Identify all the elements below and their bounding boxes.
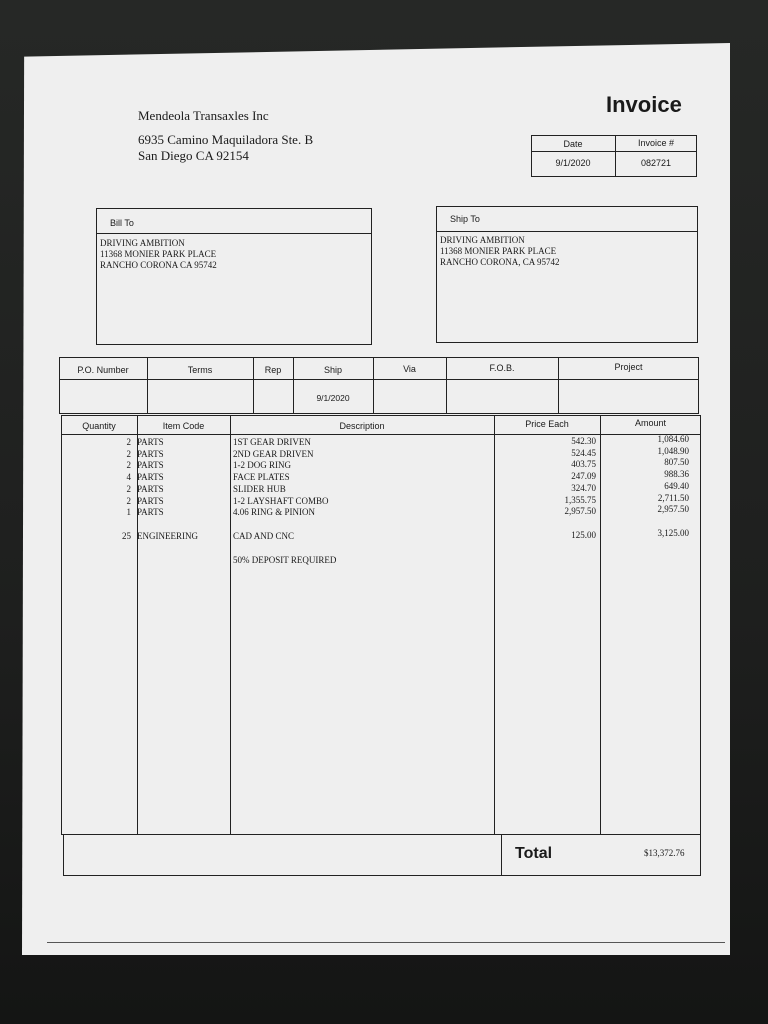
total-label: Total [515,845,553,862]
amount-header: Amount [634,418,667,428]
description-cell: FACE PLATES [233,472,290,483]
amount-column [600,434,689,540]
invoice-number: 082721 [640,158,672,168]
price-each-column [494,436,596,542]
bill-to-line: 11368 MONIER PARK PLACE [100,249,217,259]
price-each-cell: 542.30 [571,436,596,446]
divider [436,231,698,232]
quantity-cell: 25 [122,530,131,541]
divider [501,834,502,876]
item-code-column [137,437,230,543]
ship-to-line: DRIVING AMBITION [440,235,525,245]
quantity-header: Quantity [82,421,116,431]
company-address-line2: San Diego CA 92154 [138,148,249,163]
ship-date-value: 9/1/2020 [316,393,350,403]
price-each-cell: 247.09 [571,471,596,482]
date-label: Date [563,139,583,149]
bill-to-box [96,208,372,345]
price-each-header: Price Each [525,419,569,429]
quantity-cell: 2 [126,483,131,494]
total-value: $13,372.76 [644,848,685,858]
price-each-cell: 1,355.75 [564,494,596,505]
ship-to-line: RANCHO CORONA, CA 95742 [440,257,560,267]
quantity-cell: 2 [126,460,131,471]
total-box [63,834,701,876]
amount-cell: 1,084.60 [657,434,689,444]
ship-to-line: 11368 MONIER PARK PLACE [440,246,557,256]
ship-header: Ship [323,365,342,375]
price-each-cell: 403.75 [571,459,596,470]
quantity-column [61,437,131,543]
divider [531,151,697,152]
quantity-cell: 1 [126,507,131,518]
amount-cell: 988.36 [664,469,689,480]
description-cell: 1-2 LAYSHAFT COMBO [233,495,329,506]
divider [59,379,699,380]
description-cell: 1ST GEAR DRIVEN [233,437,311,447]
description-cell: CAD AND CNC [233,530,295,541]
description-cell: SLIDER HUB [233,483,286,494]
bill-to-line: RANCHO CORONA CA 95742 [100,260,217,270]
item-code-cell: PARTS [137,460,164,471]
terms-header: Terms [187,365,213,375]
description-cell: 4.06 RING & PINION [233,507,315,518]
quantity-cell: 2 [126,437,131,447]
item-code-cell: ENGINEERING [137,530,198,541]
item-code-cell: PARTS [137,483,164,494]
amount-cell: 807.50 [664,457,689,468]
bill-to-label: Bill To [110,218,134,228]
amount-cell: 1,048.90 [657,445,689,456]
ship-to-label: Ship To [450,214,480,224]
amount-cell: 649.40 [664,480,689,491]
po-number-header: P.O. Number [77,365,129,375]
price-each-cell: 324.70 [571,482,596,493]
via-header: Via [403,364,416,374]
bill-to-address [100,238,217,271]
price-each-cell: 125.00 [571,529,596,540]
item-code-header: Item Code [162,421,205,431]
description-header: Description [339,421,385,431]
amount-cell: 2,957.50 [657,504,689,515]
document-title: Invoice [606,92,682,117]
price-each-cell: 2,957.50 [564,506,596,517]
item-code-cell: PARTS [137,507,164,518]
quantity-cell: 2 [126,495,131,506]
item-code-cell: PARTS [137,448,164,459]
amount-cell: 3,125.00 [657,527,689,538]
project-header: Project [614,362,643,372]
description-cell: 2ND GEAR DRIVEN [233,448,314,459]
invoice-number-label: Invoice # [637,138,675,148]
deposit-note: 50% DEPOSIT REQUIRED [233,554,337,565]
company-name: Mendeola Transaxles Inc [138,108,269,123]
ship-to-address [440,235,560,268]
ship-to-box [436,206,698,343]
divider [96,233,372,234]
divider [230,415,231,835]
item-code-cell: PARTS [137,437,164,447]
description-column [233,437,493,566]
item-code-cell: PARTS [137,472,164,483]
invoice-date: 9/1/2020 [555,158,591,168]
paper-edge-line [47,942,725,943]
quantity-cell: 2 [126,448,131,459]
bill-to-line: DRIVING AMBITION [100,238,185,248]
item-code-cell: PARTS [137,495,164,506]
rep-header: Rep [264,365,282,375]
amount-cell: 2,711.50 [657,492,689,503]
price-each-cell: 524.45 [571,447,596,458]
fob-header: F.O.B. [489,363,515,373]
description-cell: 1-2 DOG RING [233,460,291,471]
quantity-cell: 4 [126,472,131,483]
company-address-line1: 6935 Camino Maquiladora Ste. B [138,132,314,147]
